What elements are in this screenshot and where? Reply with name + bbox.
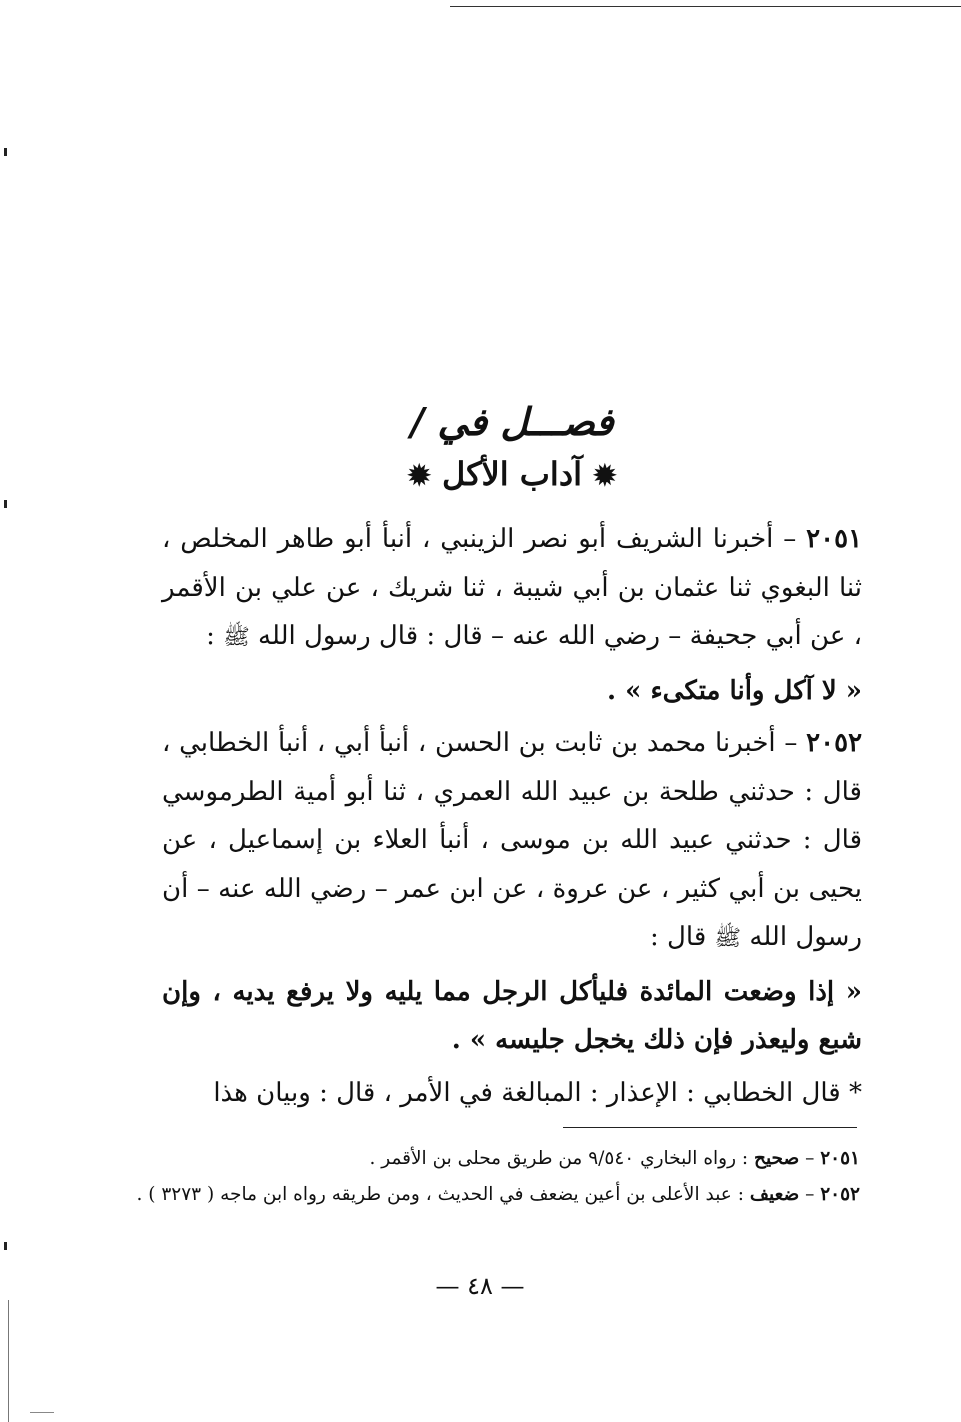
footnote-grade: ضعيف bbox=[749, 1184, 800, 1205]
hadith-number: ٢٠٥١ bbox=[806, 524, 863, 554]
star-ornament-icon: ✹ bbox=[593, 459, 617, 492]
footnote-dash: – bbox=[805, 1184, 815, 1205]
footnote-text: : رواه البخاري ٩/٥٤٠ من طريق محلى بن الأقمر . bbox=[369, 1148, 749, 1169]
pbuh-ligature-icon: ﷺ bbox=[223, 625, 250, 650]
section-title: فصـــل في / bbox=[410, 399, 614, 444]
footnote-grade: صحيح bbox=[754, 1148, 800, 1169]
margin-mark bbox=[4, 1242, 7, 1250]
footnote-item bbox=[110, 1177, 860, 1213]
margin-mark bbox=[4, 148, 7, 156]
hadith-2052-chain bbox=[162, 719, 862, 964]
commentary-text: * قال الخطابي : الإعذار : المبالغة في الأمر ، قال : وبيان هذا bbox=[213, 1077, 862, 1108]
page-body bbox=[162, 395, 862, 1121]
footnote-number: ٢٠٥٢ bbox=[820, 1184, 860, 1205]
hadith-2052-text: « إذا وضعت المائدة فليأكل الرجل مما يليه ولا يرفع يديه ، وإن شبع وليعذر فإن ذلك يخجل جليسه » . bbox=[162, 976, 862, 1055]
hadith-chain-text: أخبرنا الشريف أبو نصر الزينبي ، أنبأ أبو طاهر المخلص ، ثنا البغوي ثنا عثمان بن أبي شيبة ، ثنا شريك ، عن علي بن الأقمر ، عن أبي جحيفة – رضي الله عنه – قال : قال رسول الله bbox=[162, 524, 862, 651]
star-ornament-icon: ✹ bbox=[407, 459, 431, 492]
footnote-text: : عبد الأعلى بن أعين يضعف في الحديث ، ومن طريقه رواه ابن ماجه ( ٣٢٧٣ ) . bbox=[136, 1184, 744, 1205]
section-subtitle-text: آداب الأكل bbox=[442, 455, 582, 493]
scan-edge-line bbox=[8, 1300, 9, 1422]
hadith-dash: – bbox=[783, 524, 797, 554]
footnote-separator bbox=[563, 1127, 857, 1128]
hadith-chain-end: قال : bbox=[650, 922, 715, 952]
top-edge-rule bbox=[450, 6, 961, 7]
hadith-number: ٢٠٥٢ bbox=[806, 728, 863, 758]
pbuh-ligature-icon: ﷺ bbox=[714, 926, 742, 951]
scan-edge-mark bbox=[30, 1412, 54, 1413]
hadith-chain-text: أخبرنا محمد بن ثابت بن الحسن ، أنبأ أبي ، أنبأ الخطابي ، قال : حدثني طلحة بن عبيد الله العمري ، ثنا أبو أمية الطرموسي قال : حدثني عبيد الله بن موسى ، أنبأ العلاء بن إسماعيل ، عن يحيى بن أبي كثير ، عن عروة ، عن ابن عمر – رضي الله عنه – أن رسول الله bbox=[162, 728, 862, 952]
margin-mark bbox=[4, 500, 7, 508]
hadith-chain-end: : bbox=[206, 621, 224, 651]
page-number: — ٤٨ — bbox=[435, 1272, 525, 1300]
footnotes bbox=[110, 1141, 860, 1213]
section-subtitle bbox=[162, 449, 862, 501]
footnote-number: ٢٠٥١ bbox=[820, 1148, 860, 1169]
hadith-2051-chain bbox=[162, 515, 862, 663]
hadith-dash: – bbox=[784, 728, 798, 758]
footnote-item bbox=[110, 1141, 860, 1177]
hadith-2051-text: « لا آكل وأنا متكىء » . bbox=[607, 675, 862, 706]
footnote-dash: – bbox=[805, 1148, 815, 1169]
